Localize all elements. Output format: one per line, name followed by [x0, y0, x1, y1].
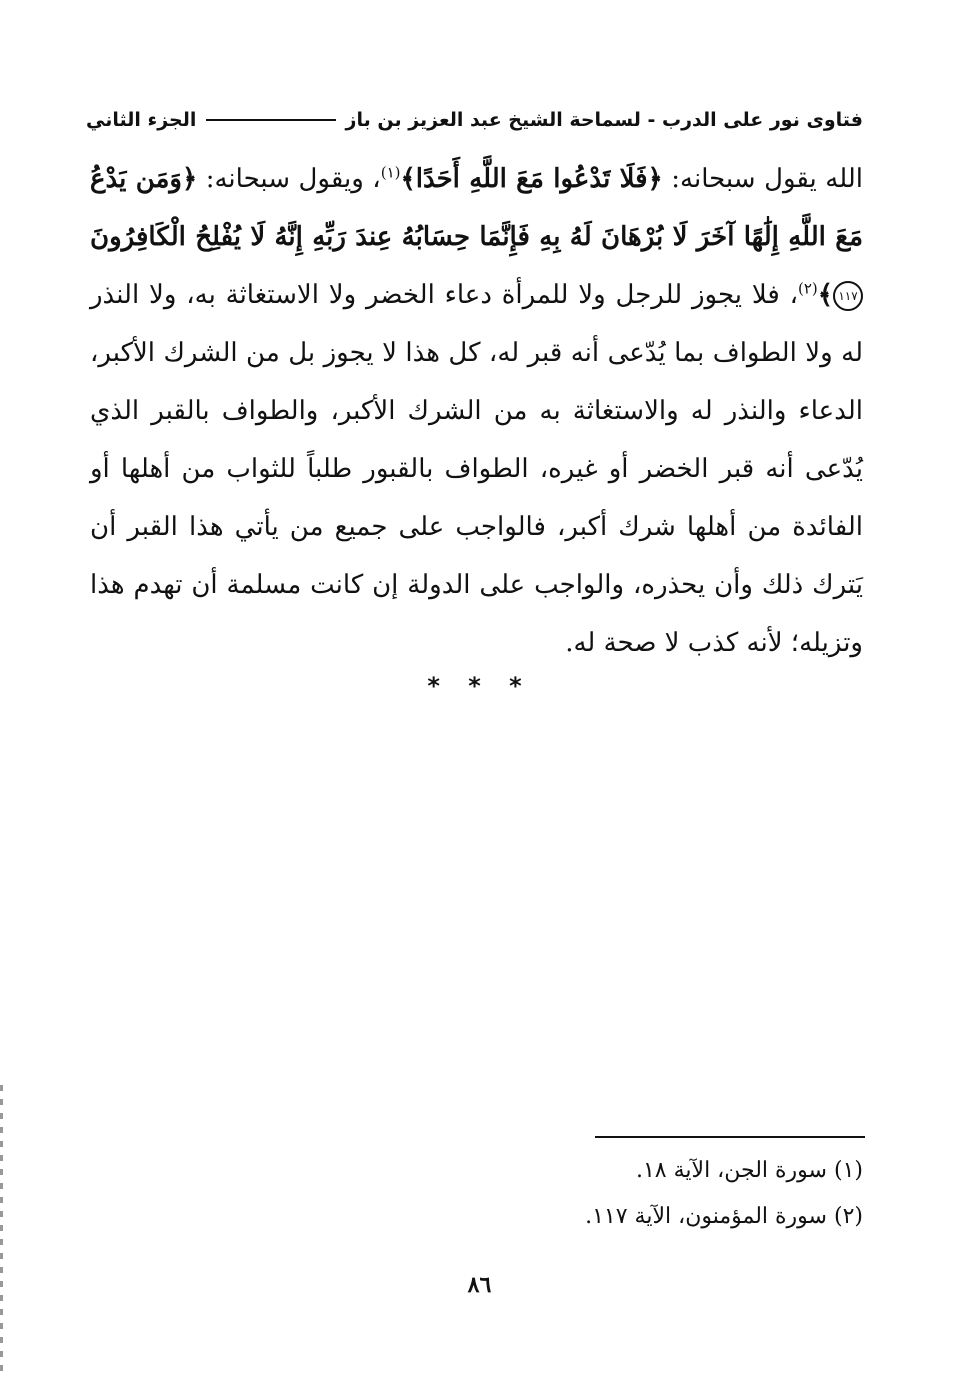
quran-verse-2: وَمَن يَدْعُ مَعَ اللَّهِ إِلَٰهًا آخَرَ لَا بُرْهَانَ لَهُ بِهِ فَإِنَّمَا حِسَابُهُ عِندَ رَبِّهِ إِنَّهُ لَا يُفْلِحُ الْكَافِرُونَ	[90, 164, 863, 252]
ayah-number-marker: ١١٧	[833, 281, 863, 311]
header-rule	[206, 119, 335, 121]
scan-edge-artifact	[0, 1085, 3, 1374]
verse-close-bracket: ﴾	[400, 164, 416, 194]
footnote-ref-1: (١)	[380, 163, 401, 182]
running-header	[86, 100, 863, 140]
footnotes	[363, 1148, 863, 1240]
footnote-text: سورة المؤمنون، الآية ١١٧.	[585, 1204, 827, 1229]
footnote-number: (٢)	[833, 1204, 863, 1229]
fatwa-body	[90, 150, 863, 672]
body-paragraph	[90, 150, 863, 672]
verse-open-bracket: ﴿	[647, 164, 663, 194]
body-lead-2: ، ويقول سبحانه:	[197, 164, 381, 194]
verse-close-bracket: ﴾	[817, 280, 833, 310]
page-number: ٨٦	[467, 1272, 492, 1298]
footnote-ref-2: (٢)	[797, 279, 818, 298]
body-rest: ، فلا يجوز للرجل ولا للمرأة دعاء الخضر ولا الاستغاثة به، ولا النذر له ولا الطواف بما يُدّعى أنه قبر له، كل هذا لا يجوز بل من الشرك الأكبر، الدعاء والنذر له والاستغاثة به من الشرك الأكبر، والطواف بالقبر الذي يُدّعى أنه قبر الخضر أو غيره، الطواف بالقبور طلباً للثواب من أهلها أو الفائدة من أهلها شرك أكبر، فالواجب على جميع من يأتي هذا القبر أن يَترك ذلك وأن يحذره، والواجب على الدولة إن كانت مسلمة أن تهدم هذا وتزيله؛ لأنه كذب لا صحة له.	[90, 280, 863, 658]
footnote-number: (١)	[833, 1158, 863, 1183]
footnote-item	[363, 1194, 863, 1240]
body-lead-1: الله يقول سبحانه:	[662, 164, 863, 194]
header-title: فتاوى نور على الدرب - لسماحة الشيخ عبد العزيز بن باز	[345, 109, 863, 131]
verse-open-bracket: ﴿	[181, 164, 198, 194]
footnote-rule	[595, 1136, 865, 1138]
footnote-item	[363, 1148, 863, 1194]
section-separator: * * *	[427, 672, 532, 700]
header-part: الجزء الثاني	[86, 109, 197, 131]
quran-verse-1: فَلَا تَدْعُوا مَعَ اللَّهِ أَحَدًا	[415, 164, 648, 194]
footnote-text: سورة الجن، الآية ١٨.	[635, 1158, 827, 1183]
